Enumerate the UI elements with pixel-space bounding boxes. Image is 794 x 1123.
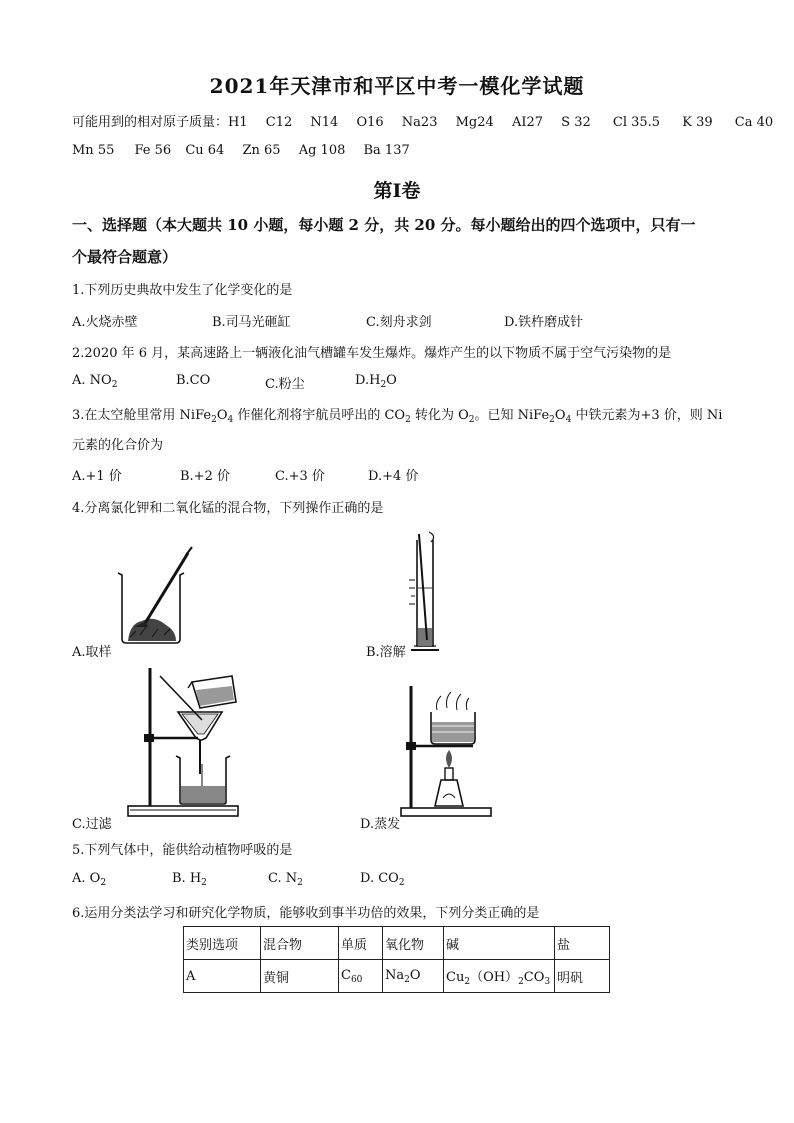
q3-stem-line-2: 元素的化合价为 [72, 438, 164, 453]
mass-item: Fe 56 [134, 143, 172, 158]
q6-stem: 6.运用分类法学习和研究化学物质，能够收到事半功倍的效果，下列分类正确的是 [72, 906, 540, 921]
mass-item: S 32 [561, 115, 591, 130]
q4-option-b: B.溶解 [366, 645, 406, 660]
mass-item: Na23 [401, 115, 438, 130]
section-heading-line-1: 一、选择题（本大题共 10 小题，每小题 2 分，共 20 分。每小题给出的四个选项中，只有一 [72, 216, 696, 234]
q1-option-a: A.火烧赤壁 [72, 315, 138, 330]
q1-option-c: C.刻舟求剑 [366, 315, 432, 330]
mass-item: Mn 55 [72, 143, 115, 158]
classification-table [183, 926, 610, 993]
q4-stem: 4.分离氯化钾和二氧化锰的混合物，下列操作正确的是 [72, 501, 384, 516]
table-cell-element: $C_{60}$ [339, 960, 383, 993]
evaporation-setup-figure [395, 680, 495, 822]
q2-option-d: $D.H_2O$ [355, 373, 397, 390]
graduated-cylinder-figure [395, 528, 455, 658]
mass-item: Ba 137 [363, 143, 410, 158]
q5-stem: 5.下列气体中，能供给动植物呼吸的是 [72, 843, 293, 858]
mass-item: Ag 108 [298, 143, 346, 158]
q3-option-a: A.+1 价 [72, 469, 122, 484]
table-cell-option: A [184, 960, 261, 993]
section-heading-line-2: 个最符合题意） [72, 248, 178, 266]
table-header-row [184, 927, 610, 960]
q5-option-d: D. $CO_2$ [360, 871, 405, 888]
q3-option-d: D.+4 价 [368, 469, 419, 484]
mass-item: Ca 40 [734, 115, 774, 130]
table-cell-salt: 明矾 [555, 960, 610, 993]
table-header-cell: 混合物 [261, 927, 339, 960]
q2-option-a: A. $NO_2$ [72, 373, 118, 390]
q3-stem: 3.在太空舱里常用 $NiFe_2O_4$ 作催化剂将宇航员呼出的 $CO_2$ 转化为 $O_2$。已知 $NiFe_2O_4$ 中铁元素为+3 价，则 Ni [72, 408, 723, 425]
table-header-cell: 碱 [444, 927, 555, 960]
q3-option-c: C.+3 价 [275, 469, 325, 484]
q1-option-d: D.铁杵磨成针 [504, 315, 584, 330]
q2-option-c: C.粉尘 [265, 377, 305, 392]
q2-stem: 2.2020 年 6 月，某高速路上一辆液化油气槽罐车发生爆炸。爆炸产生的以下物质不属于空气污染物的是 [72, 346, 672, 361]
mass-item: O16 [356, 115, 384, 130]
page-title: 2021年天津市和平区中考一模化学试题 [209, 74, 585, 98]
table-cell-oxide: $Na_2O$ [383, 960, 444, 993]
atomic-mass-line-1 [72, 111, 773, 130]
mass-item: Mg24 [455, 115, 494, 130]
filtration-setup-figure [120, 664, 250, 822]
q3-option-b: B.+2 价 [180, 469, 230, 484]
q2-option-b: B.CO [176, 373, 211, 388]
volume-heading: 第I卷 [373, 180, 421, 202]
q4-option-c: C.过滤 [72, 817, 112, 832]
mass-item: Zn 65 [242, 143, 281, 158]
q4-option-a: A.取样 [72, 645, 112, 660]
mass-item: N14 [310, 115, 339, 130]
mass-item: K 39 [682, 115, 713, 130]
table-header-cell: 单质 [339, 927, 383, 960]
beaker-spatula-figure [110, 545, 200, 645]
mass-item: Cl 35.5 [612, 115, 661, 130]
table-header-cell: 盐 [555, 927, 610, 960]
mass-item: AI27 [511, 115, 544, 130]
table-header-cell: 类别选项 [184, 927, 261, 960]
q5-option-a: A. $O_2$ [72, 871, 107, 888]
table-row [184, 960, 610, 993]
mass-item: Cu 64 [185, 143, 225, 158]
mass-item: C12 [265, 115, 293, 130]
table-header-cell: 氧化物 [383, 927, 444, 960]
mass-item: 可能用到的相对原子质量：H1 [72, 115, 248, 130]
q5-option-b: B. $H_2$ [172, 871, 207, 888]
atomic-mass-line-2 [72, 143, 410, 158]
q1-option-b: B.司马光砸缸 [212, 315, 291, 330]
table-cell-base: $Cu_2(OH)_2CO_3$ [444, 960, 555, 993]
table-cell-mixture: 黄铜 [261, 960, 339, 993]
q1-stem: 1.下列历史典故中发生了化学变化的是 [72, 283, 293, 298]
q5-option-c: C. $N_2$ [268, 871, 303, 888]
q4-option-d: D.蒸发 [360, 817, 401, 832]
